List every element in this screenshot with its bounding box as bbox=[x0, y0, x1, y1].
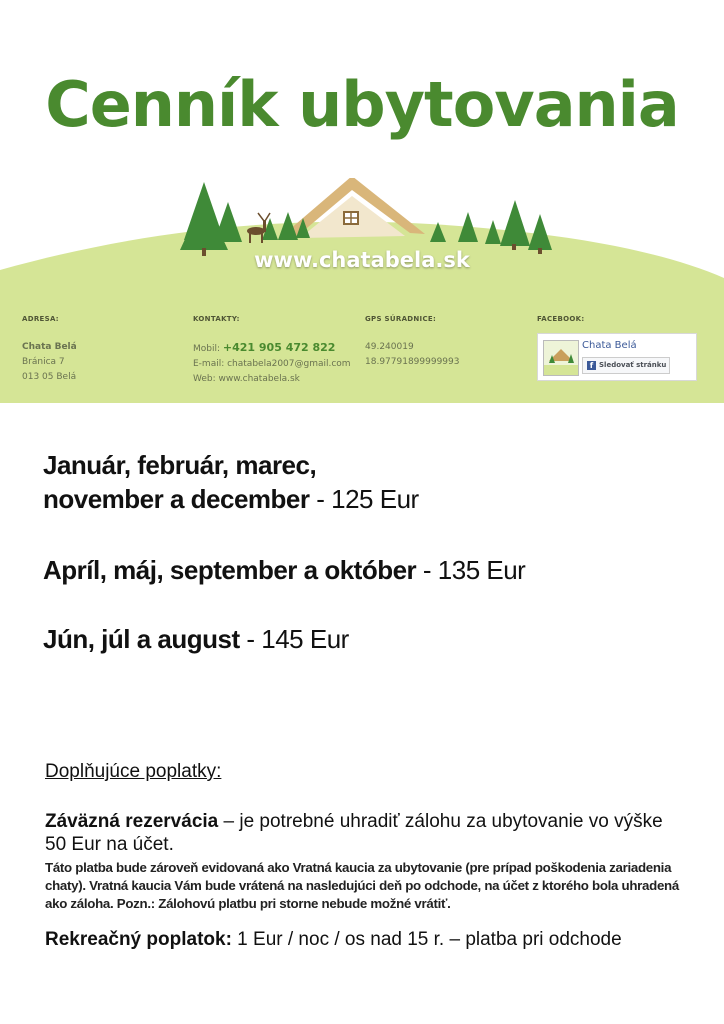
facebook-page-name[interactable]: Chata Belá bbox=[582, 340, 637, 351]
gps-longitude: 18.97791899999993 bbox=[365, 357, 460, 367]
address-street: Bránica 7 bbox=[22, 357, 65, 367]
deposit-note: Táto platba bude zároveň evidovaná ako Vratná kaucia za ubytovanie (pre prípad poškodenia zariadenia chaty). Vratná kaucia Vám bude vrátená na nasledujúci deň po odchode, na účet z ktorého bola uhradená ako záloha. Pozn.: Zálohovú platbu pri storne nebude možné vrátiť. bbox=[45, 860, 679, 911]
address-block bbox=[22, 312, 77, 385]
follow-page-label: Sledovať stránku bbox=[599, 361, 667, 369]
price-row-winter bbox=[43, 448, 419, 516]
fees-heading: Doplňujúce poplatky: bbox=[45, 761, 222, 782]
price-season-winter-line1: Január, február, marec, bbox=[43, 450, 317, 480]
recreation-fee-paragraph bbox=[45, 929, 705, 951]
facebook-icon: f bbox=[587, 361, 596, 370]
deposit-paragraph bbox=[45, 810, 685, 856]
price-season-winter-line2: november a december bbox=[43, 484, 310, 514]
price-season-spring-autumn: Apríl, máj, september a október bbox=[43, 555, 417, 585]
email-text[interactable]: E-mail: chatabela2007@gmail.com bbox=[193, 359, 351, 369]
contacts-header: KONTAKTY: bbox=[193, 315, 240, 323]
mobile-number[interactable]: +421 905 472 822 bbox=[222, 341, 336, 354]
address-name: Chata Belá bbox=[22, 342, 77, 352]
web-text[interactable]: Web: www.chatabela.sk bbox=[193, 374, 300, 384]
price-value-winter: - 125 Eur bbox=[309, 484, 419, 514]
address-city: 013 05 Belá bbox=[22, 372, 77, 382]
price-row-spring-autumn bbox=[43, 553, 525, 587]
page-title: Cenník ubytovania bbox=[45, 68, 679, 141]
price-value-spring-autumn: - 135 Eur bbox=[416, 555, 526, 585]
price-value-summer: - 145 Eur bbox=[239, 624, 349, 654]
recreation-fee-label: Rekreačný poplatok: bbox=[45, 929, 232, 950]
contacts-block bbox=[193, 312, 351, 387]
gps-header: GPS SÚRADNICE: bbox=[365, 315, 437, 323]
mobile-label: Mobil: bbox=[193, 344, 223, 354]
gps-block bbox=[365, 312, 459, 370]
price-season-summer: Jún, júl a august bbox=[43, 624, 240, 654]
recreation-fee-text: 1 Eur / noc / os nad 15 r. – platba pri odchode bbox=[231, 929, 622, 950]
price-row-summer bbox=[43, 622, 349, 656]
follow-page-button[interactable] bbox=[582, 357, 670, 374]
facebook-widget[interactable] bbox=[537, 333, 697, 381]
address-header: ADRESA: bbox=[22, 315, 59, 323]
deposit-label: Záväzná rezervácia bbox=[45, 811, 219, 832]
gps-latitude: 49.240019 bbox=[365, 342, 414, 352]
facebook-header: FACEBOOK: bbox=[537, 315, 585, 323]
website-url[interactable]: www.chatabela.sk bbox=[254, 248, 470, 272]
deposit-text: – je potrebné uhradiť zálohu za ubytovanie vo výške 50 Eur na účet. bbox=[45, 811, 663, 855]
chata-logo-icon bbox=[543, 340, 579, 376]
